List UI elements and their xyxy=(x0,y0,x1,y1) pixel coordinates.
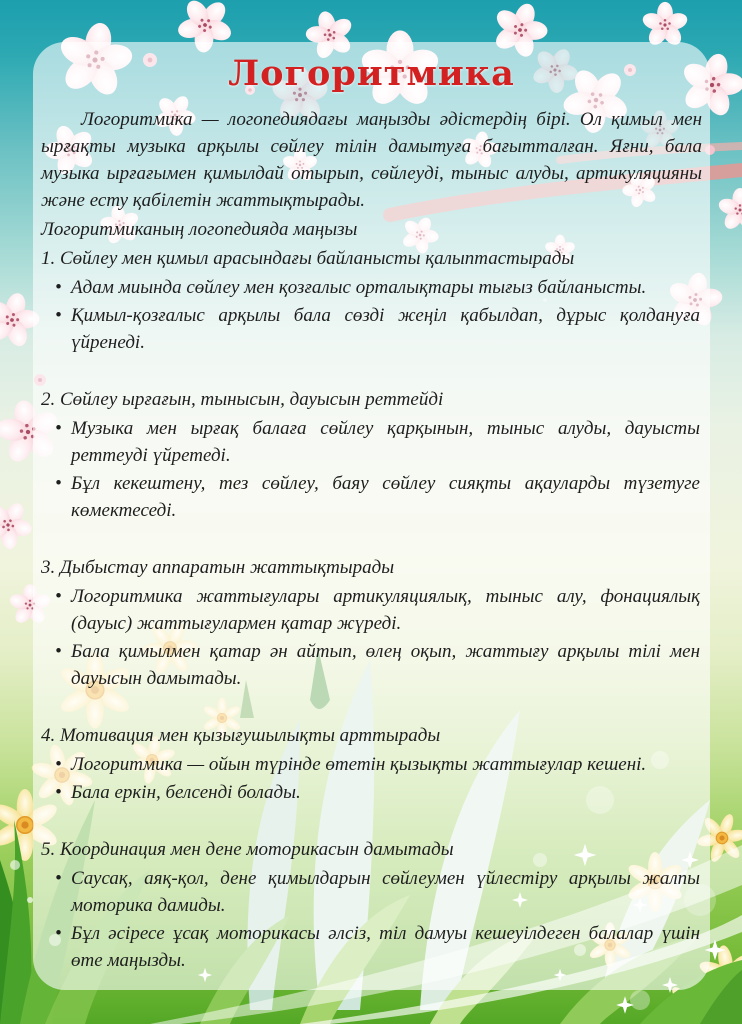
bullet-text: Бұл әсіресе ұсақ моторикасы әлсіз, тіл дамуы кешеуілдеген балалар үшін өте маңызды. xyxy=(71,922,700,971)
bullet-text: Саусақ, аяқ-қол, дене қимылдарын сөйлеумен үйлестіру арқылы жалпы моторика дамиды. xyxy=(71,867,700,916)
bullet-text: Бала еркін, белсенді болады. xyxy=(71,781,301,803)
section-heading: 2. Сөйлеу ырғағын, тынысын, дауысын реттейді xyxy=(41,388,444,410)
bullet-icon: • xyxy=(55,304,62,326)
section-5 xyxy=(41,836,702,974)
bullet-icon: • xyxy=(55,276,62,298)
bullet-text: Адам миында сөйлеу мен қозғалыс орталықтары тығыз байланысты. xyxy=(71,276,647,298)
bullet-text: Қимыл-қозғалыс арқылы бала сөзді жеңіл қабылдап, дұрыс қолдануға үйренеді. xyxy=(71,304,700,353)
section-3 xyxy=(41,554,702,692)
page-title: Логоритмика xyxy=(228,53,515,94)
bullet-item xyxy=(41,920,702,974)
section-1 xyxy=(41,245,702,356)
section-heading: 4. Мотивация мен қызығушылықты арттырады xyxy=(41,724,441,746)
intro-paragraph: Логоритмика — логопедиядағы маңызды әдістердің бірі. Ол қимыл мен ырғақты музыка арқылы сөйлеу тілін дамытуға бағытталған. Яғни, бала музыка ырғағымен қимылдай отырып, сөйлеуді, тыныс алуды, артикуляцияны және есту қабілетін жаттықтырады. xyxy=(41,108,702,211)
section-2 xyxy=(41,386,702,524)
bullet-text: Бала қимылмен қатар ән айтып, өлең оқып, жаттығу арқылы тілі мен дауысын дамытады. xyxy=(71,640,700,689)
bullet-icon: • xyxy=(55,472,62,494)
bullet-text: Бұл кекештену, тез сөйлеу, баяу сөйлеу сияқты ақауларды түзетуге көмектеседі. xyxy=(71,472,700,521)
bullet-text: Музыка мен ырғақ балаға сөйлеу қарқынын, тыныс алуды, дауысты реттеуді үйретеді. xyxy=(71,417,700,466)
section-heading: 1. Сөйлеу мен қимыл арасындағы байланысты қалыптастырады xyxy=(41,247,575,269)
bullet-text: Логоритмика жаттығулары артикуляциялық, тыныс алу, фонациялық (дауыс) жаттығулармен қатар жүреді. xyxy=(71,585,700,634)
bullet-item xyxy=(41,302,702,356)
bullet-icon: • xyxy=(55,922,62,944)
bullet-text: Логоритмика — ойын түрінде өтетін қызықты жаттығулар кешені. xyxy=(71,753,647,775)
bullet-item xyxy=(41,415,702,469)
bullet-icon: • xyxy=(55,585,62,607)
bullet-icon: • xyxy=(55,867,62,889)
bullet-item xyxy=(41,865,702,919)
section-heading: 5. Координация мен дене моторикасын дамытады xyxy=(41,838,454,860)
bullet-item xyxy=(41,779,702,806)
document-content xyxy=(33,42,710,990)
section-4 xyxy=(41,722,702,806)
bullet-icon: • xyxy=(55,781,62,803)
bullet-item xyxy=(41,583,702,637)
bullet-icon: • xyxy=(55,753,62,775)
bullet-icon: • xyxy=(55,640,62,662)
bullet-item xyxy=(41,751,702,778)
section-heading: 3. Дыбыстау аппаратын жаттықтырады xyxy=(41,556,395,578)
bullet-item xyxy=(41,274,702,301)
bullet-icon: • xyxy=(55,417,62,439)
bullet-item xyxy=(41,470,702,524)
bullet-item xyxy=(41,638,702,692)
subtitle: Логоритмиканың логопедияда маңызы xyxy=(41,218,358,240)
